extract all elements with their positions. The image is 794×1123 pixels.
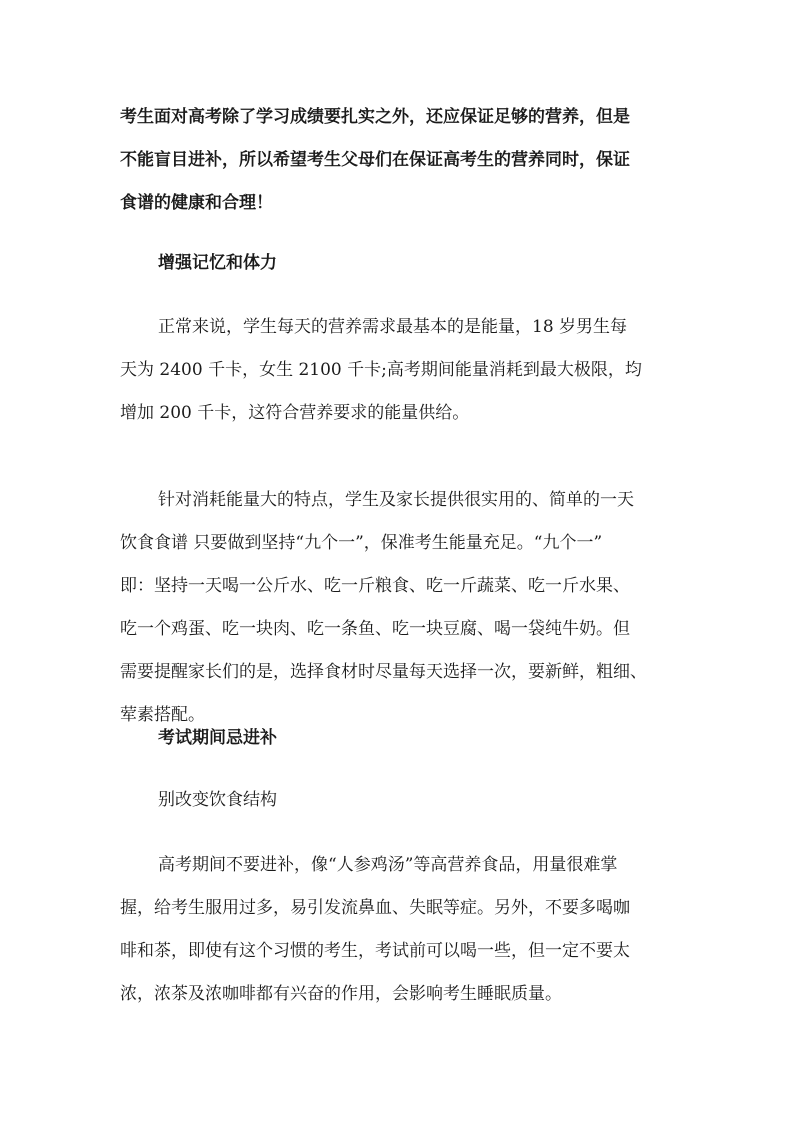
paragraph-line: 吃一个鸡蛋、吃一块肉、吃一条鱼、吃一块豆腐、喝一袋纯牛奶。但 <box>120 619 630 639</box>
section-heading-memory <box>158 242 277 285</box>
paragraph-line: 针对消耗能量大的特点，学生及家长提供很实用的、简单的一天 <box>158 490 634 510</box>
paragraph-line: 浓，浓茶及浓咖啡都有兴奋的作用，会影响考生睡眠质量。 <box>120 984 562 1004</box>
intro-line: 不能盲目进补，所以希望考生父母们在保证高考生的营养同时，保证 <box>120 150 630 170</box>
subheading-diet-structure <box>158 779 277 822</box>
paragraph-line: 即：坚持一天喝一公斤水、吃一斤粮食、吃一斤蔬菜、吃一斤水果、 <box>120 576 630 596</box>
paragraph-line: 天为 2400 千卡，女生 2100 千卡;高考期间能量消耗到最大极限，均 <box>120 360 642 380</box>
paragraph-line: 需要提醒家长们的是，选择食材时尽量每天选择一次，要新鲜，粗细、 <box>120 662 647 682</box>
section-heading-no-supplements <box>158 717 277 760</box>
intro-line: 考生面对高考除了学习成绩要扎实之外，还应保证足够的营养，但是 <box>120 107 630 127</box>
paragraph-line: 饮食食谱 只要做到坚持“九个一”，保准考生能量充足。“九个一” <box>120 533 603 553</box>
intro-line: 食谱的健康和合理！ <box>120 193 273 213</box>
section-heading-text: 考试期间忌进补 <box>158 728 277 748</box>
paragraph-line: 啡和茶，即使有这个习惯的考生，考试前可以喝一些，但一定不要太 <box>120 941 630 961</box>
energy-paragraph <box>120 306 642 435</box>
paragraph-line: 高考期间不要进补，像“人参鸡汤”等高营养食品，用量很难掌 <box>158 855 618 875</box>
supplement-warning-paragraph <box>120 844 630 1016</box>
paragraph-line: 增加 200 千卡，这符合营养要求的能量供给。 <box>120 403 470 423</box>
paragraph-line: 荤素搭配。 <box>120 705 205 725</box>
diet-plan-paragraph <box>120 479 647 737</box>
paragraph-line: 正常来说，学生每天的营养需求最基本的是能量，18 岁男生每 <box>158 317 628 337</box>
intro-paragraph <box>120 96 630 225</box>
subheading-text: 别改变饮食结构 <box>158 790 277 810</box>
section-heading-text: 增强记忆和体力 <box>158 253 277 273</box>
paragraph-line: 握，给考生服用过多，易引发流鼻血、失眠等症。另外，不要多喝咖 <box>120 898 630 918</box>
